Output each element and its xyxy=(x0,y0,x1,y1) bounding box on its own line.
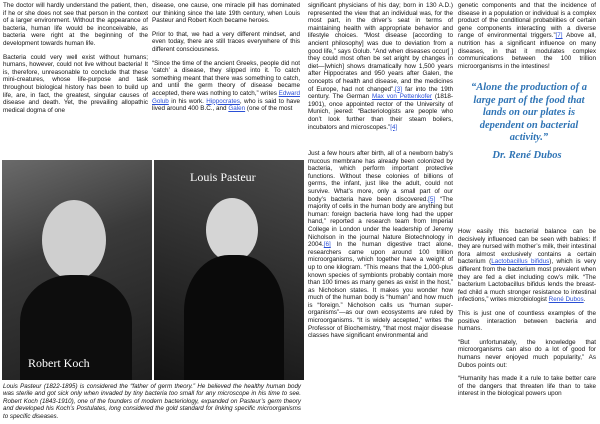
paragraph-with-links xyxy=(308,150,453,340)
portrait-figure xyxy=(2,160,304,380)
paragraph-with-links xyxy=(308,2,453,131)
text: genetic components and that the incidence of disease in a population or individual is a complex product of the conditional probabilities of certain gene components interacting with a diverse range of environmental triggers.” xyxy=(458,2,596,40)
text: How easily this bacterial balance can be decisively influenced can be seen with babies: If they are nursed with mother’s milk, their intestinal flora almost exclusively contains a certain bacterium ( xyxy=(458,228,597,266)
text: “Since the time of the ancient Greeks, people did not ‘catch’ a disease, they slipped into it. To catch something meant that there was something to catch, and until the germ theory of disease became accepted, there was nothing to catch,” writes xyxy=(152,59,300,97)
column-3 xyxy=(308,2,453,137)
column-2 xyxy=(152,2,300,119)
reference-5-link[interactable]: [5] xyxy=(428,195,436,203)
text: (1818-1901), once appointed rector of the University of Munich, jeered: “Bacteriologists are people who don’t look further than their steam boilers, incubators and microscopes.” xyxy=(308,93,454,131)
portrait-head-icon xyxy=(206,198,258,262)
robert-koch-photo xyxy=(2,160,152,380)
paragraph: disease, one cause, one miracle pill has dominated our thinking since the late 19th century, when Louis Pasteur and Robert Koch became heroes. xyxy=(152,2,300,25)
louis-pasteur-photo xyxy=(154,160,304,380)
link-lactobacillus-bifidus[interactable]: Lactobacillus bifidus xyxy=(491,258,550,266)
portrait-body-icon xyxy=(184,255,284,380)
paragraph: The doctor will hardly understand the patient, then, if he or she does not see that person in the context of a larger environment. Without the appearance of bacteria, human life would be inconceivable, as bacteria were right at the beginning of the development towards human life. xyxy=(3,2,148,47)
column-1 xyxy=(3,2,148,120)
column-3-lower xyxy=(308,150,453,346)
text: in his work. xyxy=(171,97,204,105)
quote-author: Dr. René Dubos xyxy=(492,150,562,161)
text: . xyxy=(583,296,586,304)
link-edward-golub[interactable]: Edward Golub xyxy=(152,89,301,105)
pull-quote: “Alone the production of a large part of the food that lands on our plates is dependent on bacterial activity.” xyxy=(470,82,588,143)
text: “The majority of cells in the human body are anything but human: foreign bacteria have long had the upper hand,” reported a research team from Imperial College in London under the leadership of Jeremy Nicholson in the journal Nature Biotechnology in 2004. xyxy=(308,195,453,249)
text: significant physicians of his day; born in 130 A.D.) represented the view that an individual was, for the most part, in the driver’s seat in terms of maintaining health with appropriate behavior and lifestyle choices. “Most disease [according to ancient philosophy] was due to deviation from a good life,” says Golub. “And when diseases occur[ ] they could most often be set aright by changes in diet—[which] shows dramatically how 1,500 years after Hippocrates and 950 years after Galen, the concepts of health and disease, and the medicines of Europe, had not changed”. xyxy=(308,2,453,93)
text: ), which is very different from the bacterium most prevalent when they are fed a diet including cow’s milk. “The bacterium Lactobacillus bifidus lends the breast-fed child a much stronger resistance to intestinal infections,” writes microbiologist xyxy=(458,258,597,304)
reference-4-link[interactable]: [4] xyxy=(390,123,398,131)
paragraph: “But unfortunately, the knowledge that microorganisms can also do a lot of good for humans never enjoyed much popularity,” As Dubos points out: xyxy=(458,338,596,369)
text: , who is said to have lived around 400 B.C., and xyxy=(152,97,301,113)
column-4-lower xyxy=(458,228,596,404)
text: (one of the most xyxy=(246,105,293,113)
paragraph-with-links xyxy=(458,228,596,304)
link-galen[interactable]: Galen xyxy=(228,105,246,113)
portrait-head-icon xyxy=(42,200,106,280)
paragraph: This is just one of countless examples of the positive interaction between bacteria and humans. xyxy=(458,309,596,333)
text: Just a few hours after birth, all of a newborn baby’s mucous membrane has already been colonized by bacteria, which perform important protective functions. Without these colonies of billions of germs, the infant, just like the adult, could not survive. What’s more, only a small part of our body’s bacteria have been discovered. xyxy=(308,150,453,203)
column-4 xyxy=(458,2,596,76)
text: In the human digestive tract alone, researchers came upon around 100 trillion microorganisms, which together have a weight of up to one kilogram. “This means that the 1,000-plus known species of symbionts probably contain more than 100 times as many genes as exist in the host,” as Nicholson states. It makes you wonder how much of the human body is “human” and how much is “foreign.” Nicholson calls us “human super-organisms”—as our own ecosystems are ruled by microorganisms. “It is widely accepted,” writes the Professor of Biochemistry, “that most major disease classes have significant environmental and xyxy=(308,241,454,340)
paragraph: Bacteria could very well exist without humans; humans, however, could not live without bacteria! It is, therefore, unreasonable to conclude that these mini-creatures, whose life-purpose and task throughout biological history has been to build up life, are, in fact, the greatest, singular causes of disease and death. Yet, the prevailing allopathic medical dogma of one xyxy=(3,53,148,114)
link-max-von-pettenkofer[interactable]: Max von Pettenkofer xyxy=(371,93,432,101)
paragraph-with-links xyxy=(458,2,596,70)
figure-caption: Louis Pasteur (1822-1895) is considered the “father of germ theory.” He believed the healthy human body was sterile and got sick only when invaded by tiny bacteria too small for any microscope in his time to see. Robert Koch (1843-1910), one of the founders of modern bacteriology, expanded on Pasteur’s germ theory and developed his Koch’s Postulates, long considered the gold standard for linking specific microorganisms to specific diseases. xyxy=(3,383,301,420)
link-hippocrates[interactable]: Hippocrates xyxy=(206,97,240,105)
paragraph-with-links xyxy=(152,60,300,113)
reference-3-link[interactable]: [3] xyxy=(395,85,403,93)
robert-koch-label: Robert Koch xyxy=(28,356,90,370)
paragraph: “Humanity has made it a rule to take better care of the dangers that threaten life than to take interest in the biological powers upon xyxy=(458,375,596,398)
reference-6-link[interactable]: [6] xyxy=(323,241,331,249)
paragraph: Prior to that, we had a very different mindset, and even today, there are still traces everywhere of this different consciousness. xyxy=(152,30,300,53)
reference-7-link[interactable]: [7] xyxy=(555,32,563,40)
text: Above all, nutrition has a significant influence on many diseases, in that it modulates complex communications between the 100 trillion microorganisms in the intestines! xyxy=(458,32,596,70)
text: far into the 19th century. The German xyxy=(308,85,454,101)
louis-pasteur-label: Louis Pasteur xyxy=(190,170,256,184)
link-rene-dubos[interactable]: René Dubos xyxy=(548,296,584,304)
